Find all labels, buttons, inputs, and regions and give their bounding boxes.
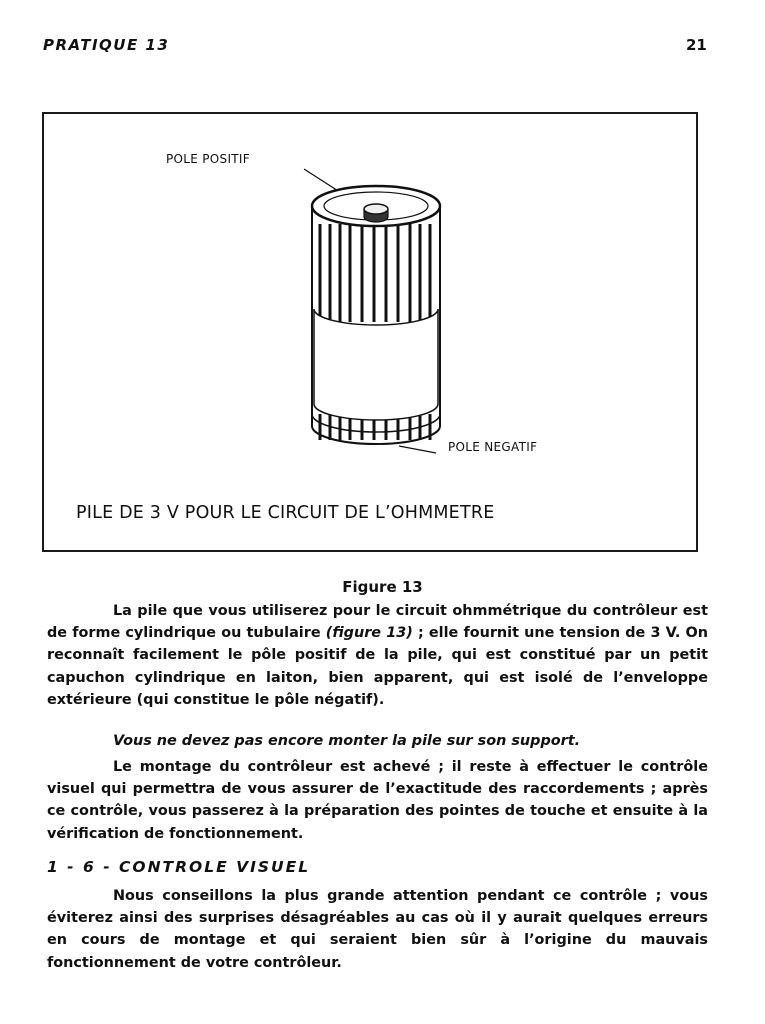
figure-inner-caption: PILE DE 3 V POUR LE CIRCUIT DE L’OHMMETRE — [76, 503, 495, 523]
running-head: PRATIQUE 13 — [43, 36, 170, 54]
positive-pole-label: POLE POSITIF — [166, 152, 250, 166]
battery-illustration — [44, 114, 696, 550]
paragraph-inspection — [47, 885, 708, 974]
section-heading: 1 - 6 - CONTROLE VISUEL — [47, 858, 311, 876]
figure-box — [42, 112, 698, 552]
page-number: 21 — [686, 36, 707, 54]
paragraph-assembly — [47, 756, 708, 845]
warning-text: Vous ne devez pas encore monter la pile sur son support. — [113, 733, 581, 749]
paragraph-text: Nous conseillons la plus grande attention pendant ce contrôle ; vous éviterez ainsi des surprises désagréables au cas où il y aurait quelques erreurs en cours de montage et qui seraient bien sûr à l’origine du mauvais fonctionnement de votre contrôleur. — [47, 888, 708, 971]
paragraph-text: Le montage du contrôleur est achevé ; il reste à effectuer le contrôle visuel qui permettra de vous assurer de l’exactitude des raccordements ; après ce contrôle, vous passerez à la préparation des pointes de touche et ensuite à la vérification de fonctionnement. — [47, 759, 708, 842]
figure-title: Figure 13 — [342, 578, 423, 596]
paragraph-battery — [47, 600, 708, 711]
paragraph-text: ; elle fournit une tension de 3 V. On reconnaît facilement le pôle positif de la pile, qui est constitué par un petit capuchon cylindrique en laiton, bien apparent, qui est isolé de l’enveloppe extérieure (qui constitue le pôle négatif). — [47, 625, 708, 708]
negative-pole-label: POLE NEGATIF — [448, 440, 538, 454]
figure-reference: (figure 13) — [325, 625, 413, 642]
paragraph-text: La pile que vous utiliserez pour le circuit ohmmétrique du contrôleur est de forme cylindrique ou tubulaire — [47, 603, 708, 642]
paragraph-warning — [47, 730, 708, 752]
